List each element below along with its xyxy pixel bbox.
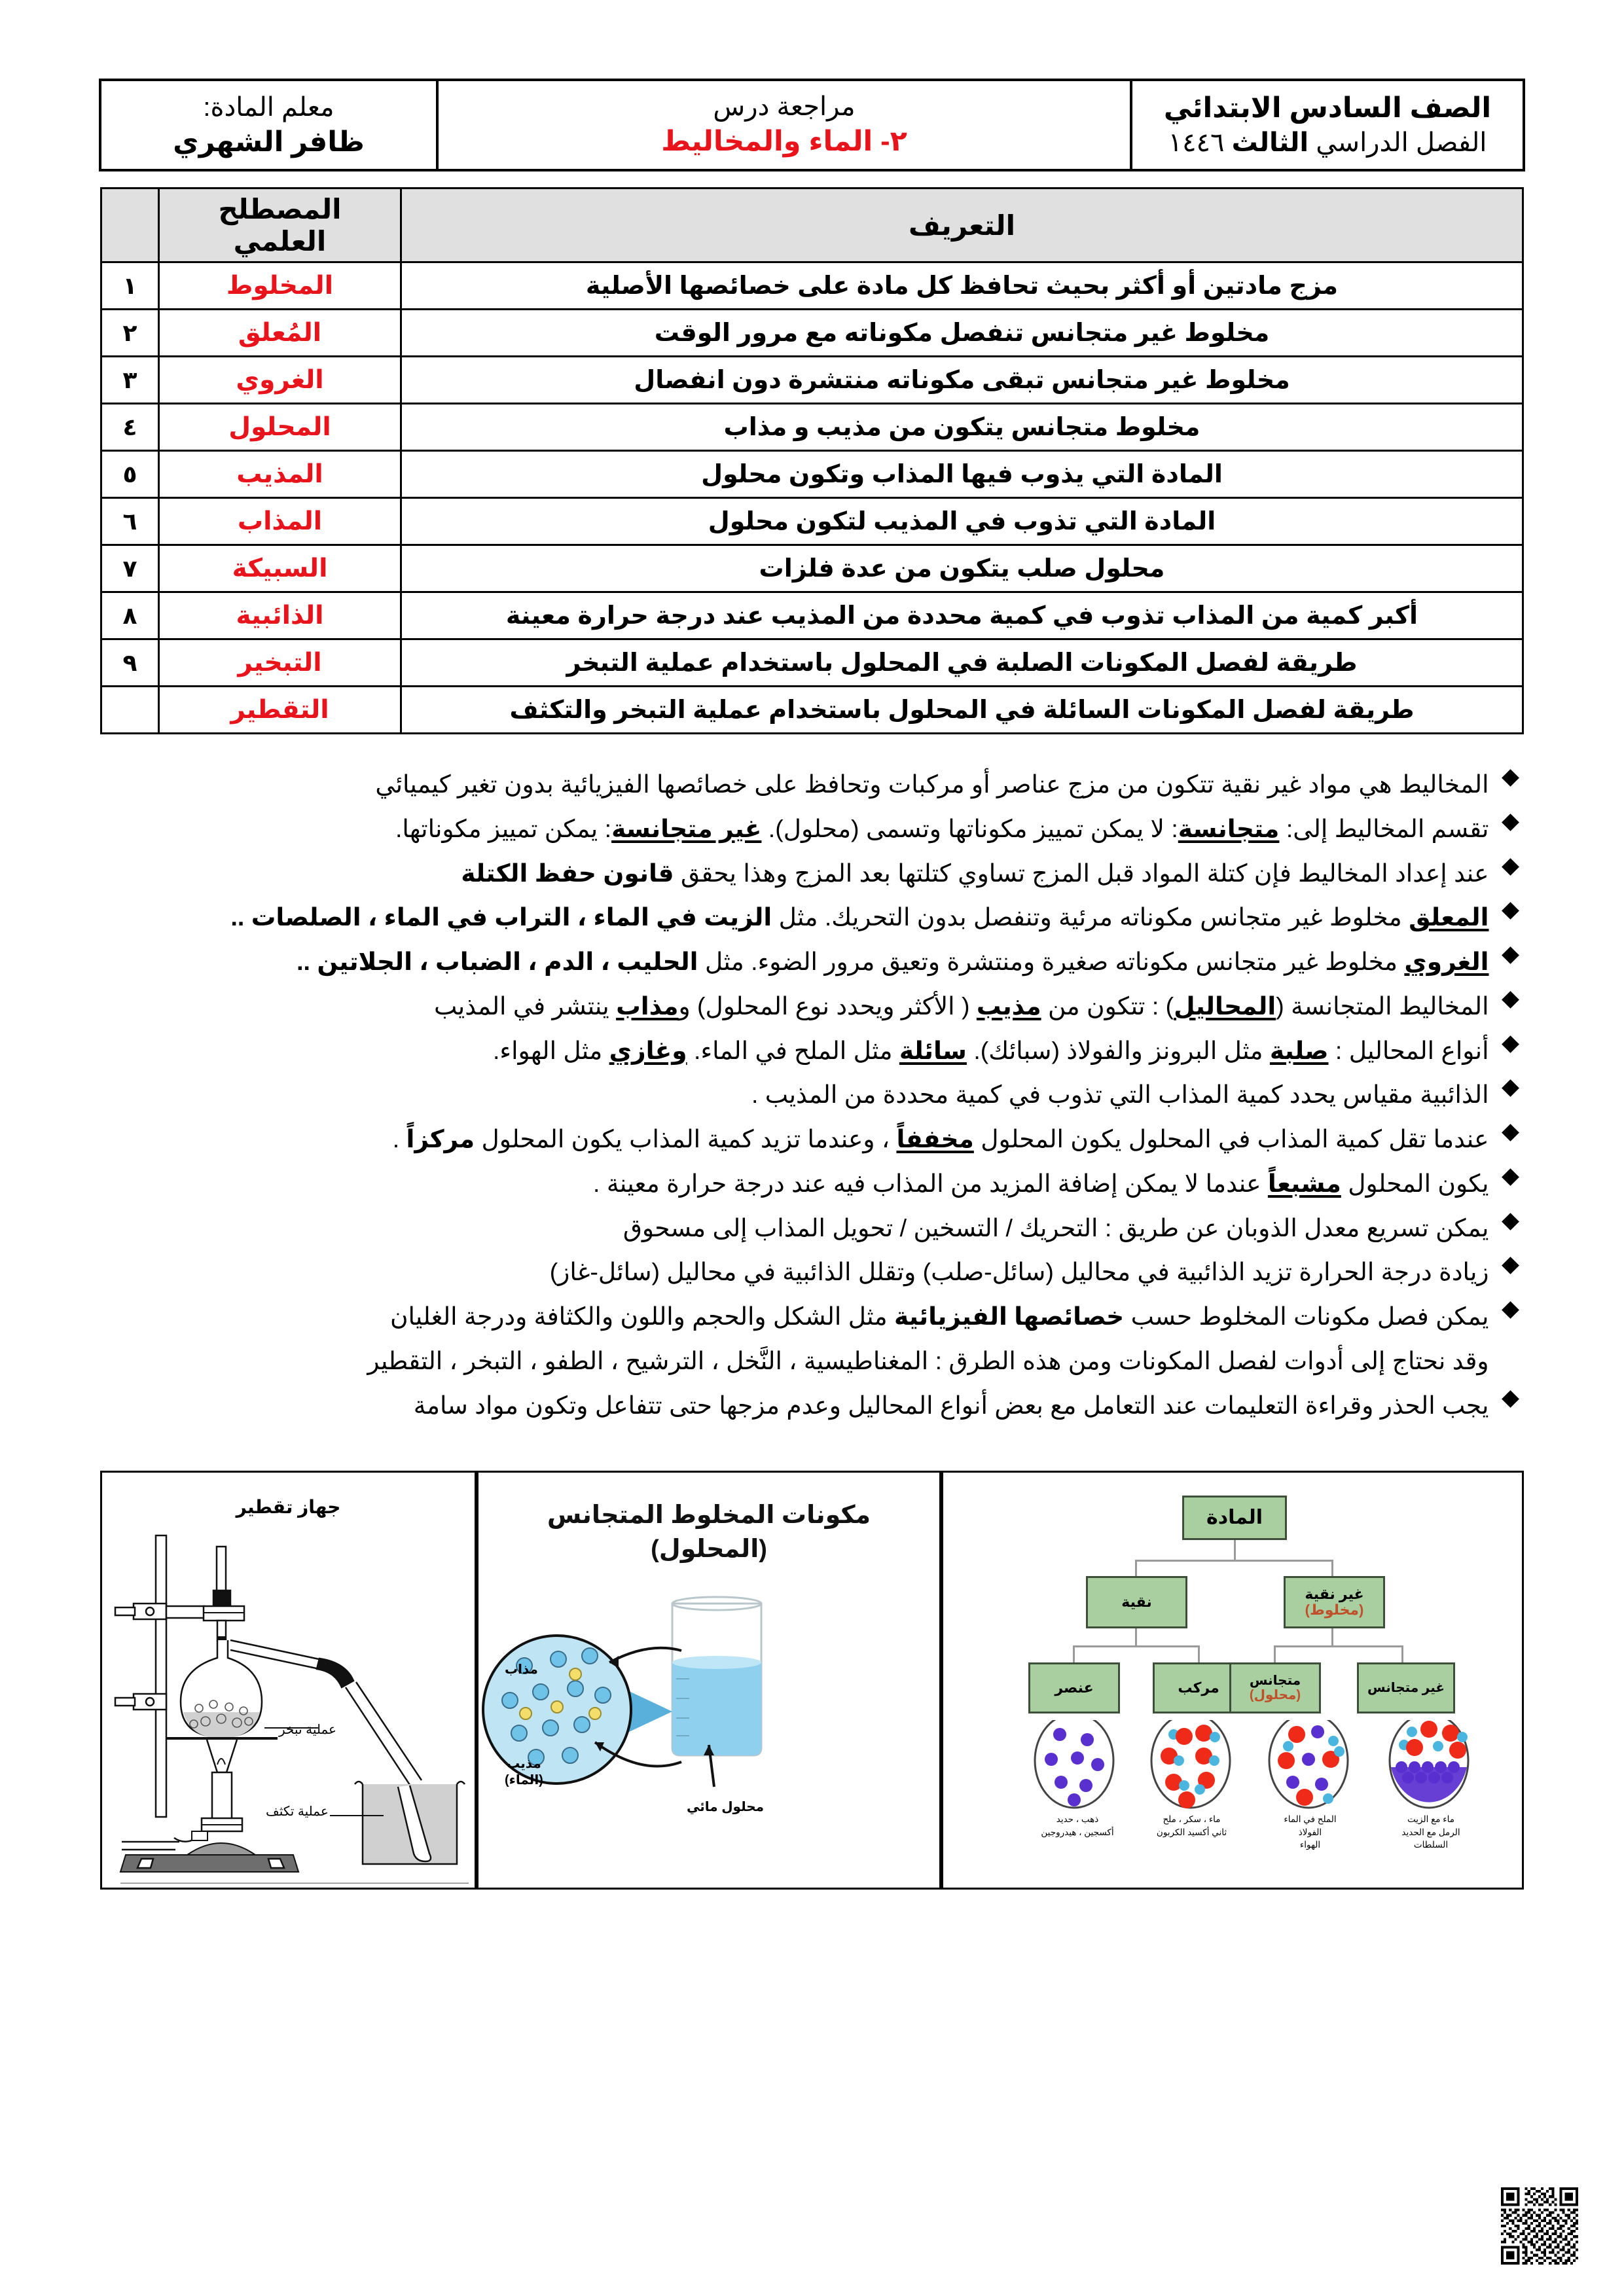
example-caption-compound: ماء ، سكر ، ملح ثاني أكسيد الكربون bbox=[1156, 1814, 1227, 1837]
semester-year: ١٤٤٦ bbox=[1168, 128, 1232, 158]
bullet-item bbox=[105, 897, 1519, 937]
terms-definitions-table bbox=[100, 187, 1524, 734]
bullet-item bbox=[105, 853, 1519, 893]
term-number-cell: ٢ bbox=[101, 310, 159, 357]
table-row bbox=[101, 451, 1523, 498]
tree-connector bbox=[1135, 1560, 1137, 1576]
semester-number: الثالث bbox=[1231, 128, 1309, 158]
beaker-icon bbox=[672, 1597, 761, 1755]
table-row bbox=[101, 687, 1523, 734]
diamond-bullet-icon bbox=[1502, 946, 1519, 964]
example-caption-homogeneous: الملح في الماء الفولاذ الهواء bbox=[1284, 1814, 1337, 1850]
term-name-cell: الغروي bbox=[159, 357, 401, 404]
tree-particle-diagrams bbox=[943, 1720, 1524, 1890]
figure-panels-row bbox=[100, 1471, 1524, 1890]
diamond-bullet-icon bbox=[1502, 769, 1519, 787]
teacher-label: معلم المادة: bbox=[203, 92, 334, 122]
solvent-label: مذيب (الماء) bbox=[505, 1757, 543, 1788]
tree-connector bbox=[1274, 1645, 1403, 1647]
term-definition-cell: محلول صلب يتكون من عدة فلزات bbox=[401, 545, 1523, 592]
bullet-text: عندما تقل كمية المذاب في المحلول يكون المحلول مخففاً ، وعندما تزيد كمية المذاب يكون المحلول مركزاً . bbox=[392, 1125, 1489, 1153]
bullet-text: أنواع المحاليل : صلبة مثل البرونز والفولاذ (سبائك). سائلة مثل الملح في الماء. وغازي مثل الهواء. bbox=[493, 1036, 1489, 1064]
term-number-cell: ٩ bbox=[101, 639, 159, 687]
tree-connector bbox=[1073, 1645, 1200, 1647]
tree-node-impure bbox=[1284, 1576, 1385, 1628]
matter-tree bbox=[943, 1473, 1522, 1888]
tree-node-pure bbox=[1086, 1576, 1187, 1628]
bullet-item bbox=[105, 1031, 1519, 1071]
term-number-cell: ٣ bbox=[101, 357, 159, 404]
tree-connector bbox=[1198, 1645, 1200, 1662]
condensation-label: عملية تكثف bbox=[266, 1804, 329, 1820]
bullet-text: عند إعداد المخاليط فإن كتلة المواد قبل المزج تساوي كتلتها بعد المزج وهذا يحقق قانون حفظ الكتلة bbox=[461, 859, 1489, 887]
term-number-cell bbox=[101, 687, 159, 734]
table-row bbox=[101, 545, 1523, 592]
diamond-bullet-icon bbox=[1502, 991, 1519, 1009]
bullet-item bbox=[105, 764, 1519, 804]
tree-node-homogeneous-sublabel: (محلول) bbox=[1249, 1688, 1301, 1703]
tree-connector bbox=[1234, 1540, 1236, 1560]
term-name-cell: التبخير bbox=[159, 639, 401, 687]
example-caption-element: ذهب ، حديد أكسجين ، هيدروجين bbox=[1041, 1814, 1114, 1837]
term-definition-cell: مخلوط غير متجانس تنفصل مكوناته مع مرور الوقت bbox=[401, 310, 1523, 357]
tree-node-matter-label: المادة bbox=[1206, 1507, 1263, 1529]
term-name-cell: التقطير bbox=[159, 687, 401, 734]
header-grade-cell bbox=[1131, 80, 1524, 170]
tree-node-element bbox=[1028, 1662, 1120, 1713]
column-header-term: المصطلح العلمي bbox=[159, 188, 401, 262]
diamond-bullet-icon bbox=[1502, 1035, 1519, 1053]
tree-node-matter bbox=[1182, 1496, 1287, 1540]
diamond-bullet-icon bbox=[1502, 1390, 1519, 1408]
bullet-item bbox=[105, 1252, 1519, 1292]
term-name-cell: السبيكة bbox=[159, 545, 401, 592]
table-row bbox=[101, 404, 1523, 451]
tree-connector bbox=[1401, 1645, 1403, 1662]
tree-connector bbox=[1331, 1560, 1333, 1576]
diamond-bullet-icon bbox=[1502, 1301, 1519, 1319]
example-caption-heterogeneous: ماء مع الزيت الرمل مع الحديد السلطات bbox=[1401, 1814, 1460, 1850]
terms-table-body bbox=[101, 262, 1523, 734]
term-name-cell: المحلول bbox=[159, 404, 401, 451]
bullet-item bbox=[105, 1297, 1519, 1336]
term-definition-cell: طريقة لفصل المكونات السائلة في المحلول باستخدام عملية التبخر والتكثف bbox=[401, 687, 1523, 734]
diamond-bullet-icon bbox=[1502, 1213, 1519, 1230]
bullet-text: يكون المحلول مشبعاً عندما لا يمكن إضافة المزيد من المذاب فيه عند درجة حرارة معينة . bbox=[592, 1169, 1489, 1197]
tree-connector bbox=[1274, 1645, 1276, 1662]
grade-title: الصف السادس الابتدائي bbox=[1163, 92, 1492, 124]
term-definition-cell: أكبر كمية من المذاب تذوب في كمية محددة من المذيب عند درجة حرارة معينة bbox=[401, 592, 1523, 639]
header-row bbox=[100, 80, 1524, 170]
term-definition-cell: مزج مادتين أو أكثر بحيث تحافظ كل مادة على خصائصها الأصلية bbox=[401, 262, 1523, 310]
bullet-item bbox=[105, 986, 1519, 1026]
document-header bbox=[99, 79, 1525, 171]
diamond-bullet-icon bbox=[1502, 1168, 1519, 1186]
teacher-name: ظافر الشهري bbox=[173, 126, 365, 158]
tree-connector bbox=[1135, 1628, 1137, 1645]
bullet-text: الذائبية مقياس يحدد كمية المذاب التي تذوب في كمية محددة من المذيب . bbox=[751, 1081, 1489, 1109]
diamond-bullet-icon bbox=[1502, 1079, 1519, 1097]
tree-node-element-label: عنصر bbox=[1055, 1679, 1094, 1696]
semester-line bbox=[1142, 126, 1513, 160]
term-number-cell: ٧ bbox=[101, 545, 159, 592]
solution-title-line1: مكونات المخلوط المتجانس bbox=[547, 1501, 871, 1530]
distillation-apparatus-panel bbox=[100, 1471, 477, 1890]
bullet-item bbox=[105, 1075, 1519, 1115]
particle-ellipse-homogeneous bbox=[1269, 1720, 1348, 1808]
diamond-bullet-icon bbox=[1502, 858, 1519, 876]
bullet-item bbox=[105, 942, 1519, 982]
particle-ellipse-element bbox=[1035, 1720, 1113, 1808]
semester-prefix: الفصل الدراسي bbox=[1308, 128, 1487, 158]
bullet-text: زيادة درجة الحرارة تزيد الذائبية في محاليل (سائل-صلب) وتقلل الذائبية في محاليل (سائل-غاز) bbox=[549, 1258, 1489, 1286]
column-header-number bbox=[101, 188, 159, 262]
solution-panel-title bbox=[478, 1499, 939, 1566]
lesson-title: ٢- الماء والمخاليط bbox=[661, 126, 907, 158]
term-name-cell: المذاب bbox=[159, 498, 401, 545]
table-row bbox=[101, 262, 1523, 310]
bullet-item bbox=[105, 1386, 1519, 1426]
term-number-cell: ٨ bbox=[101, 592, 159, 639]
table-row bbox=[101, 498, 1523, 545]
qr-code bbox=[1501, 2187, 1578, 2265]
term-name-cell: المخلوط bbox=[159, 262, 401, 310]
header-teacher-cell bbox=[100, 80, 437, 170]
bullet-text: يمكن فصل مكونات المخلوط حسب خصائصها الفيزيائية مثل الشكل والحجم واللون والكثافة ودرجة الغليان bbox=[389, 1302, 1489, 1330]
diamond-bullet-icon bbox=[1502, 814, 1519, 831]
term-definition-cell: المادة التي يذوب فيها المذاب وتكون محلول bbox=[401, 451, 1523, 498]
term-number-cell: ٤ bbox=[101, 404, 159, 451]
aqueous-solution-label: محلول مائي bbox=[687, 1800, 765, 1815]
tree-node-impure-sublabel: (مخلوط) bbox=[1305, 1602, 1364, 1619]
lesson-review-label: مراجعة درس bbox=[713, 92, 856, 122]
bullet-item bbox=[105, 1208, 1519, 1248]
bullet-text: يمكن تسريع معدل الذوبان عن طريق : التحريك / التسخين / تحويل المذاب إلى مسحوق bbox=[623, 1213, 1489, 1242]
term-name-cell: المذيب bbox=[159, 451, 401, 498]
terms-header-row bbox=[101, 188, 1523, 262]
evaporation-label: عملية تبخر bbox=[279, 1723, 336, 1738]
homogeneous-mixture-panel bbox=[477, 1471, 941, 1890]
bullet-item bbox=[105, 1341, 1519, 1381]
bullet-text: تقسم المخاليط إلى: متجانسة: لا يمكن تمييز مكوناتها وتسمى (محلول). غير متجانسة: يمكن تمييز مكوناتها. bbox=[395, 814, 1489, 842]
bullet-item bbox=[105, 1164, 1519, 1204]
bullet-text: الغروي مخلوط غير متجانس مكوناته صغيرة ومنتشرة وتعيق مرور الضوء. مثل الحليب ، الدم ، الضباب ، الجلاتين .. bbox=[297, 948, 1489, 975]
table-row bbox=[101, 357, 1523, 404]
particle-ellipse-compound bbox=[1151, 1720, 1230, 1808]
tree-node-compound-label: مركب bbox=[1178, 1679, 1219, 1696]
column-header-definition: التعريف bbox=[401, 188, 1523, 262]
term-definition-cell: مخلوط غير متجانس تبقى مكوناته منتشرة دون انفصال bbox=[401, 357, 1523, 404]
diamond-bullet-icon bbox=[1502, 1257, 1519, 1274]
tree-node-heterogeneous-label: غير متجانس bbox=[1367, 1681, 1445, 1696]
bullet-text: المعلق مخلوط غير متجانس مكوناته مرئية وتنفصل بدون التحريك. مثل الزيت في الماء ، التراب في الماء ، الصلصات .. bbox=[230, 903, 1489, 931]
table-row bbox=[101, 639, 1523, 687]
table-row bbox=[101, 592, 1523, 639]
term-name-cell: المُعلق bbox=[159, 310, 401, 357]
bullet-item bbox=[105, 809, 1519, 849]
tree-node-impure-label: غير نقية bbox=[1305, 1585, 1364, 1602]
tree-connector bbox=[1135, 1560, 1333, 1562]
term-definition-cell: طريقة لفصل المكونات الصلبة في المحلول باستخدام عملية التبخر bbox=[401, 639, 1523, 687]
tree-node-homogeneous bbox=[1229, 1662, 1321, 1713]
diamond-bullet-icon bbox=[1502, 1124, 1519, 1141]
term-definition-cell: المادة التي تذوب في المذيب لتكون محلول bbox=[401, 498, 1523, 545]
distillation-illustration bbox=[102, 1491, 477, 1884]
solute-label: مذاب bbox=[505, 1662, 538, 1677]
term-number-cell: ١ bbox=[101, 262, 159, 310]
solution-title-line2: (المحلول) bbox=[651, 1535, 767, 1563]
tree-node-pure-label: نقية bbox=[1121, 1593, 1152, 1610]
bullet-text: وقد نحتاج إلى أدوات لفصل المكونات ومن هذه الطرق : المغناطيسية ، النَّخل ، الترشيح ، الطفو ، التبخر ، التقطير bbox=[367, 1346, 1489, 1374]
solution-illustration bbox=[478, 1590, 941, 1890]
terms-table-head bbox=[101, 188, 1523, 262]
matter-classification-panel bbox=[941, 1471, 1524, 1890]
particle-ellipse-heterogeneous bbox=[1390, 1720, 1468, 1808]
tree-connector bbox=[1331, 1628, 1333, 1645]
term-number-cell: ٦ bbox=[101, 498, 159, 545]
bullet-text: المخاليط المتجانسة (المحاليل) : تتكون من مذيب ( الأكثر ويحدد نوع المحلول) ومذاب ينتشر في المذيب bbox=[433, 992, 1489, 1020]
diamond-bullet-icon bbox=[1502, 902, 1519, 920]
term-definition-cell: مخلوط متجانس يتكون من مذيب و مذاب bbox=[401, 404, 1523, 451]
summary-bullets bbox=[99, 764, 1526, 1425]
term-name-cell: الذائبية bbox=[159, 592, 401, 639]
bullet-item bbox=[105, 1119, 1519, 1159]
header-lesson-cell bbox=[437, 80, 1131, 170]
tree-node-homogeneous-label: متجانس bbox=[1249, 1673, 1301, 1688]
bullet-text: يجب الحذر وقراءة التعليمات عند التعامل مع بعض أنواع المحاليل وعدم مزجها حتى تتفاعل وتكون مواد سامة bbox=[413, 1391, 1489, 1419]
table-row bbox=[101, 310, 1523, 357]
distillation-title: جهاز تقطير bbox=[236, 1497, 341, 1518]
bullet-text: المخاليط هي مواد غير نقية تتكون من مزج عناصر أو مركبات وتحافظ على خصائصها الفيزيائية بدون تغير كيميائي bbox=[375, 770, 1489, 798]
tree-connector bbox=[1073, 1645, 1075, 1662]
term-number-cell: ٥ bbox=[101, 451, 159, 498]
tree-node-heterogeneous bbox=[1357, 1662, 1455, 1713]
